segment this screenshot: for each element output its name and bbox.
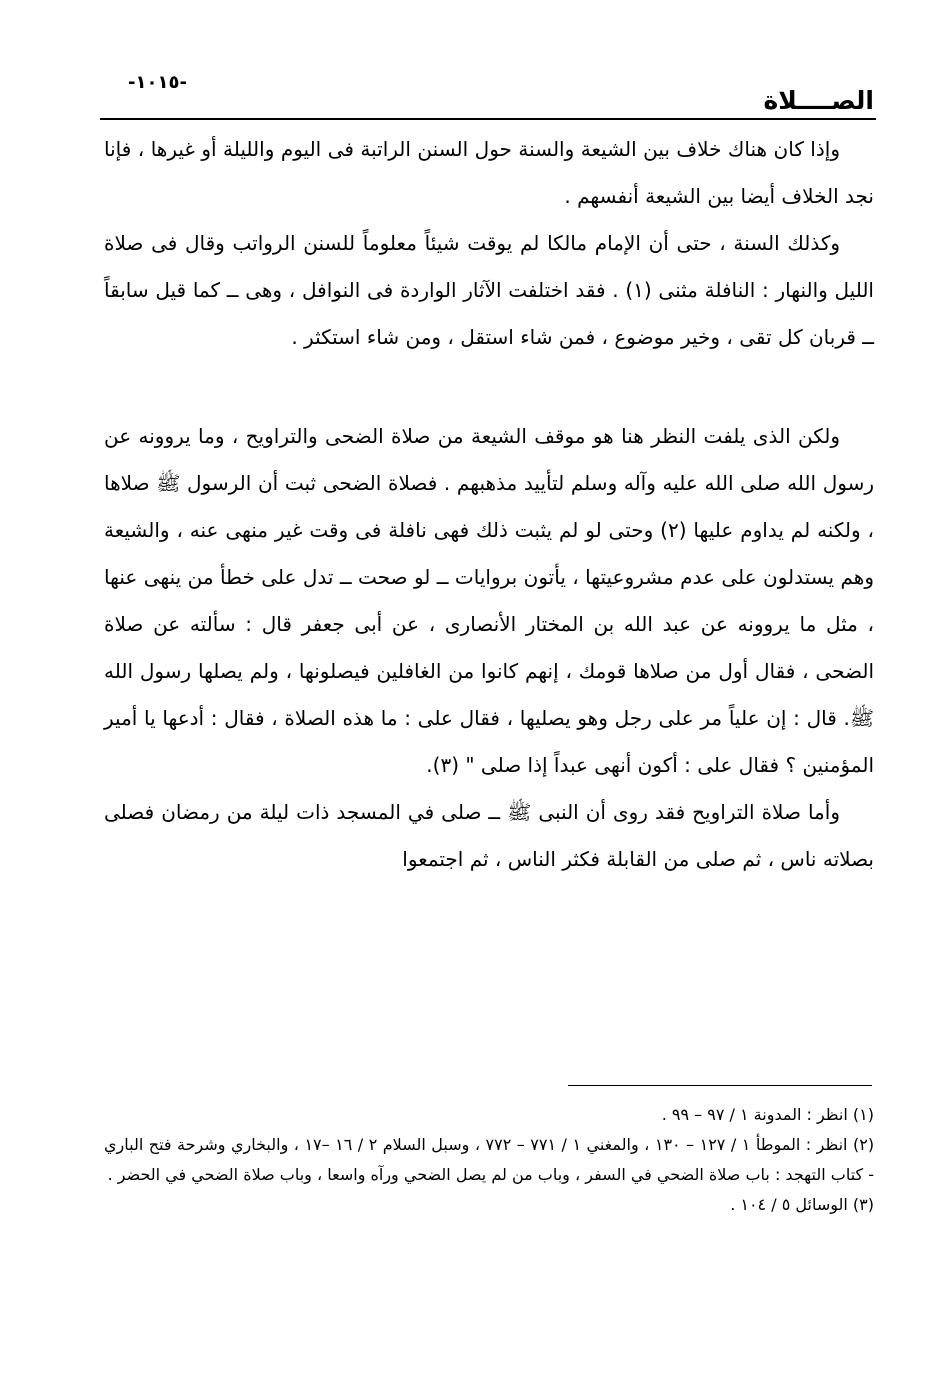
header-divider <box>100 118 876 120</box>
paragraph-spacer <box>104 361 874 413</box>
footnote-2: (٢) انظر : الموطأ ١ / ١٢٧ – ١٣٠ ، والمغني ١ / ٧٧١ – ٧٧٢ ، وسبل السلام ٢ / ١٦ –١٧ ، والبخاري وشرحة فتح الباري - كتاب التهجد : باب صلاة الضحي في السفر ، وباب من لم يصل الضحي ورآه واسعا ، وباب صلاة الضحي في الحضر . <box>104 1135 875 1184</box>
footnote-1: (١) انظر : المدونة ١ / ٩٧ – ٩٩ . <box>661 1105 874 1124</box>
paragraph-2: وكذلك السنة ، حتى أن الإمام مالكا لم يوقت شيئاً معلوماً للسنن الرواتب وقال فى صلاة الليل والنهار : النافلة مثنى (١) . فقد اختلفت الآثار الواردة فى النوافل ، وهى ــ كما قيل سابقاً ــ قربان كل تقى ، وخير موضوع ، فمن شاء استقل ، ومن شاء استكثر . <box>104 231 874 349</box>
footnote-divider <box>568 1085 872 1086</box>
chapter-title: الصــــلاة <box>763 86 874 115</box>
page-header <box>100 62 876 122</box>
paragraph-3: ولكن الذى يلفت النظر هنا هو موقف الشيعة من صلاة الضحى والتراويح ، وما يروونه عن رسول الله صلى الله عليه وآله وسلم لتأييد مذهبهم . فصلاة الضحى ثبت أن الرسول ﷺ صلاها ، ولكنه لم يداوم عليها (٢) وحتى لو لم يثبت ذلك فهى نافلة فى وقت غير منهى عنه ، والشيعة وهم يستدلون على عدم مشروعيتها ، يأتون بروايات ــ لو صحت ــ تدل على خطأ من ينهى عنها ، مثل ما يروونه عن عبد الله بن المختار الأنصارى ، عن أبى جعفر قال : سألته عن صلاة الضحى ، فقال أول من صلاها قومك ، إنهم كانوا من الغافلين فيصلونها ، ولم يصلها رسول الله ﷺ. قال : إن علياً مر على رجل وهو يصليها ، فقال على : ما هذه الصلاة ، فقال : أدعها يا أمير المؤمنين ؟ فقال على : أكون أنهى عبداً إذا صلى " (٣). <box>104 424 874 777</box>
paragraph-1: وإذا كان هناك خلاف بين الشيعة والسنة حول السنن الراتبة فى اليوم والليلة أو غيرها ، فإنا نجد الخلاف أيضا بين الشيعة أنفسهم . <box>104 137 874 208</box>
footnote-3: (٣) الوسائل ٥ / ١٠٤ . <box>730 1195 874 1214</box>
main-text <box>104 126 874 883</box>
footnotes <box>104 1100 874 1220</box>
paragraph-4: وأما صلاة التراويح فقد روى أن النبى ﷺ ــ صلى في المسجد ذات ليلة من رمضان فصلى بصلاته ناس ، ثم صلى من القابلة فكثر الناس ، ثم اجتمعوا <box>104 800 874 871</box>
page-number: -١٠١٥- <box>128 72 187 93</box>
